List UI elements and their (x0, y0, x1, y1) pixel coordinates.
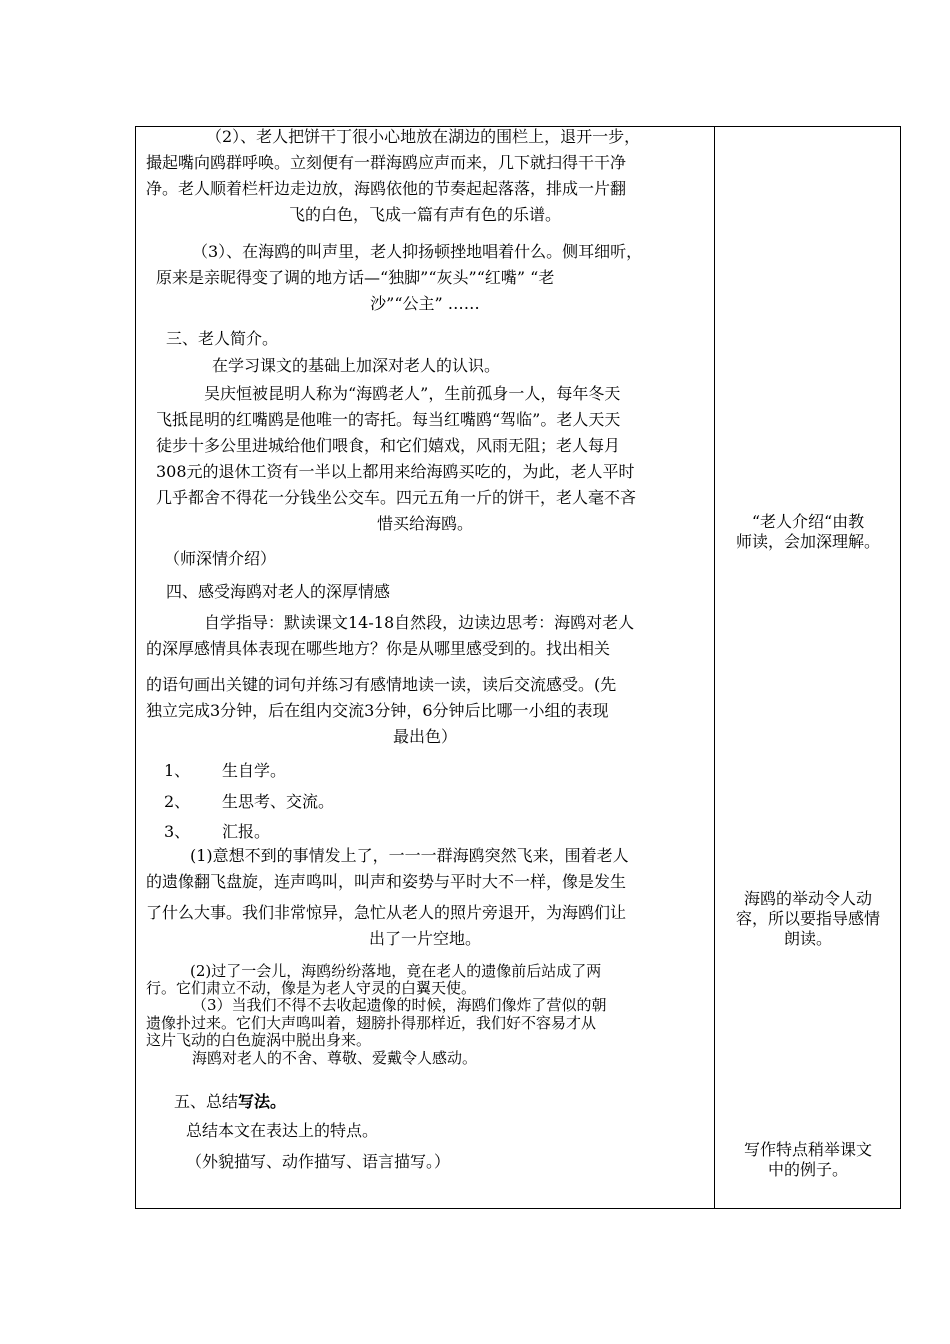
report1-line1: (1)意想不到的事情发上了，一一一群海鸥突然飞来，围着老人 (190, 846, 629, 865)
note-seagull-reading (718, 889, 898, 949)
step3-number: 3、 (164, 822, 191, 841)
bio-line5: 几乎都舍不得花一分钱坐公交车。四元五角一斤的饼干，老人毫不吝 (156, 488, 637, 507)
report3-line3: 这片飞动的白色旋涡中脱出身来。 (146, 1031, 372, 1049)
section5-note: （外貌描写、动作描写、语言描写。） (186, 1152, 451, 1171)
section5-prefix: 五、总结 (174, 1092, 239, 1111)
step2-number: 2、 (164, 792, 191, 811)
teacher-intro: （师深情介绍） (164, 549, 277, 568)
bio-line2: 飞抵昆明的红嘴鸥是他唯一的寄托。每当红嘴鸥“驾临”。老人天天 (156, 410, 621, 429)
step3-text: 汇报。 (222, 822, 271, 841)
report2-line1: (2)过了一会儿，海鸥纷纷落地，竟在老人的遗像前后站成了两 (190, 962, 602, 980)
guide-line5: 最出色） (392, 727, 457, 746)
guide-line3: 的语句画出关键的词句并练习有感情地读一读，读后交流感受。(先 (146, 675, 617, 694)
note3-line2: 中的例子。 (767, 1160, 848, 1179)
bio-line4: 308元的退休工资有一半以上都用来给海鸥买吃的，为此，老人平时 (156, 462, 635, 481)
section4-title: 四、感受海鸥对老人的深厚情感 (166, 582, 391, 601)
step2-text: 生思考、交流。 (222, 792, 335, 811)
step1-number: 1、 (164, 761, 191, 780)
para2-line1: （2）、老人把饼干丁很小心地放在湖边的围栏上，退开一步， (206, 127, 641, 146)
guide-line4: 独立完成3分钟，后在组内交流3分钟，6分钟后比哪一小组的表现 (146, 701, 609, 720)
column-divider (714, 127, 715, 1208)
note1-line1: “老人介绍“由教 (751, 512, 865, 531)
bio-line6: 惜买给海鸥。 (376, 514, 473, 533)
para2-line2: 撮起嘴向鸥群呼唤。立刻便有一群海鸥应声而来，几下就扫得干干净 (146, 153, 627, 172)
para3-line1: （3）、在海鸥的叫声里，老人抑扬顿挫地唱着什么。侧耳细听， (192, 242, 643, 261)
section3-subtitle: 在学习课文的基础上加深对老人的认识。 (212, 356, 501, 375)
bio-line1: 吴庆恒被昆明人称为“海鸥老人”，生前孤身一人，每年冬天 (204, 384, 621, 403)
report1-line2: 的遗像翻飞盘旋，连声鸣叫，叫声和姿势与平时大不一样，像是发生 (146, 872, 627, 891)
note1-line2: 师读，会加深理解。 (735, 532, 880, 551)
note-elder-intro (718, 512, 898, 552)
report3-line2: 遗像扑过来。它们大声鸣叫着，翅膀扑得那样近，我们好不容易才从 (146, 1014, 597, 1032)
note2-line1: 海鸥的举动令人动 (743, 889, 872, 908)
report-summary: 海鸥对老人的不舍、尊敬、爱戴令人感动。 (192, 1049, 478, 1067)
guide-line2: 的深厚感情具体表现在哪些地方？你是从哪里感受到的。找出相关 (146, 639, 611, 658)
step1-text: 生自学。 (222, 761, 287, 780)
report3-line1: （3）当我们不得不去收起遗像的时候，海鸥们像炸了营似的朝 (192, 996, 607, 1014)
bio-line3: 徒步十多公里进城给他们喂食，和它们嬉戏，风雨无阻；老人每月 (156, 436, 621, 455)
note2-line2: 容，所以要指导感情 (735, 909, 880, 928)
note-writing-features (718, 1140, 898, 1180)
note2-line3: 朗读。 (783, 929, 832, 948)
para3-line3: 沙”“公主” …… (370, 294, 480, 313)
para2-line3: 净。老人顺着栏杆边走边放，海鸥依他的节奏起起落落，排成一片翻 (146, 179, 627, 198)
section5-bold: 写法。 (238, 1092, 287, 1111)
report1-line4: 出了一片空地。 (368, 929, 481, 948)
para2-line4: 飞的白色，飞成一篇有声有色的乐谱。 (288, 205, 561, 224)
para3-line2: 原来是亲昵得变了调的地方话—“独脚”“灰头”“红嘴” “老 (156, 268, 555, 287)
lesson-table (135, 126, 901, 1209)
report1-line3: 了什么大事。我们非常惊异，急忙从老人的照片旁退开，为海鸥们让 (146, 903, 627, 922)
section5-title (174, 1089, 286, 1115)
section3-title: 三、老人简介。 (166, 329, 279, 348)
section5-subtitle: 总结本文在表达上的特点。 (186, 1121, 379, 1140)
guide-line1: 自学指导：默读课文14-18自然段，边读边思考：海鸥对老人 (204, 613, 635, 632)
note3-line1: 写作特点稍举课文 (743, 1140, 872, 1159)
report2-line2: 行。它们肃立不动，像是为老人守灵的白翼天使。 (146, 979, 477, 997)
